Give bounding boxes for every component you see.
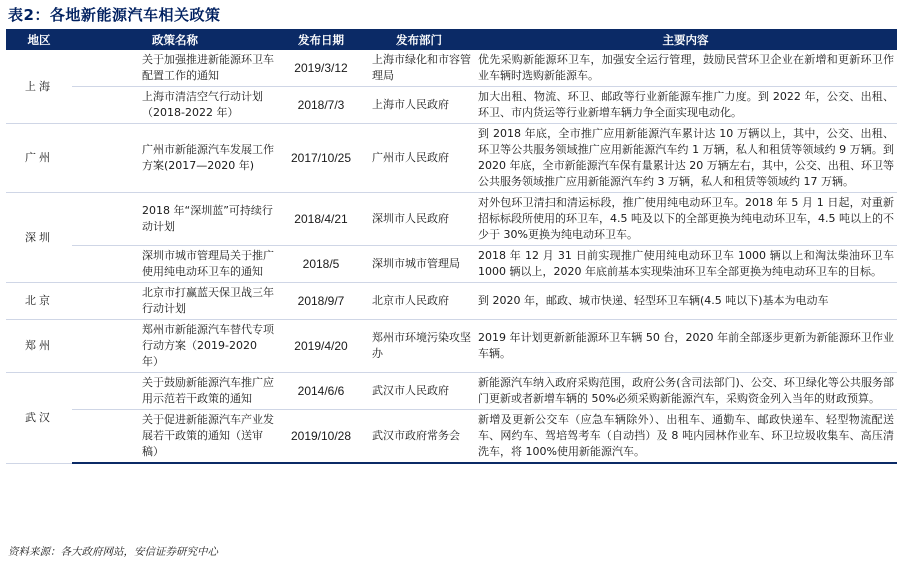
main-content: 到 2018 年底，全市推广应用新能源汽车累计达 10 万辆以上，其中，公交、出租、环卫等公共服务领域推广应用新能源汽车约 1 万辆，私人和租赁等领域约 9 万辆。到 2020 年底，全市新能源汽车保有量累计达 20 万辆左右，其中，公交、出租、环卫等公共服务领域推广应用新能源汽车约 3 万辆，私人和租赁等领域约 17 万辆。 bbox=[474, 124, 897, 193]
policy-name: 上海市清洁空气行动计划（2018-2022 年） bbox=[72, 87, 278, 124]
region-wuhan: 武汉 bbox=[6, 373, 72, 464]
region-guangzhou: 广州 bbox=[6, 124, 72, 193]
header-main-content: 主要内容 bbox=[662, 32, 709, 47]
table-row bbox=[6, 87, 897, 124]
policy-name: 深圳市城市管理局关于推广使用纯电动环卫车的通知 bbox=[72, 246, 278, 283]
release-date: 2018/7/3 bbox=[278, 87, 364, 124]
department: 上海市人民政府 bbox=[364, 87, 474, 124]
header-region: 地区 bbox=[27, 32, 51, 47]
table-row bbox=[6, 50, 897, 87]
header-department: 发布部门 bbox=[396, 32, 442, 47]
release-date: 2018/9/7 bbox=[278, 283, 364, 320]
main-content: 2018 年 12 月 31 日前实现推广使用纯电动环卫车 1000 辆以上和淘汰柴油环卫车 1000 辆以上，2020 年底前基本实现柴油环卫车全部更换为纯电动环卫车的目标。 bbox=[474, 246, 897, 283]
table-row bbox=[6, 320, 897, 373]
header-release-date: 发布日期 bbox=[298, 32, 344, 47]
policy-name: 关于促进新能源汽车产业发展若干政策的通知（送审稿） bbox=[72, 410, 278, 464]
policy-name: 郑州市新能源汽车替代专项行动方案（2019-2020 年） bbox=[72, 320, 278, 373]
table-row bbox=[6, 283, 897, 320]
main-content: 优先采购新能源环卫车，加强安全运行管理，鼓励民营环卫企业在新增和更新环卫作业车辆时选购新能源车。 bbox=[474, 50, 897, 87]
policy-name: 广州市新能源汽车发展工作方案(2017—2020 年) bbox=[72, 124, 278, 193]
department: 深圳市城市管理局 bbox=[364, 246, 474, 283]
main-content: 2019 年计划更新新能源环卫车辆 50 台，2020 年前全部逐步更新为新能源环卫作业车辆。 bbox=[474, 320, 897, 373]
department: 北京市人民政府 bbox=[364, 283, 474, 320]
main-content: 加大出租、物流、环卫、邮政等行业新能源车推广力度。到 2022 年，公交、出租、环卫、市内货运等行业新增车辆力争全面实现电动化。 bbox=[474, 87, 897, 124]
release-date: 2019/4/20 bbox=[278, 320, 364, 373]
main-content: 新能源汽车纳入政府采购范围，政府公务(含司法部门)、公交、环卫绿化等公共服务部门更新或者新增车辆的 50%必须采购新能源汽车，采购资金列入当年的财政预算。 bbox=[474, 373, 897, 410]
policy-name: 关于加强推进新能源环卫车配置工作的通知 bbox=[72, 50, 278, 87]
release-date: 2014/6/6 bbox=[278, 373, 364, 410]
policy-name: 2018 年“深圳蓝”可持续行动计划 bbox=[72, 193, 278, 246]
table-row bbox=[6, 410, 897, 464]
department: 上海市绿化和市容管理局 bbox=[364, 50, 474, 87]
main-content: 新增及更新公交车（应急车辆除外）、出租车、通勤车、邮政快递车、轻型物流配送车、网约车、驾培驾考车（自动挡）及 8 吨内园林作业车、环卫垃圾收集车、高压清洗车，将 100%使用新能源汽车。 bbox=[474, 410, 897, 464]
main-content: 对外包环卫清扫和清运标段，推广使用纯电动环卫车。2018 年 5 月 1 日起，对重新招标标段所使用的环卫车，4.5 吨及以下的全部更换为纯电动环卫车，4.5 吨以上的不少于 30%更换为纯电动环卫车。 bbox=[474, 193, 897, 246]
department: 武汉市政府常务会 bbox=[364, 410, 474, 464]
release-date: 2018/4/21 bbox=[278, 193, 364, 246]
department: 广州市人民政府 bbox=[364, 124, 474, 193]
department: 深圳市人民政府 bbox=[364, 193, 474, 246]
release-date: 2019/3/12 bbox=[278, 50, 364, 87]
region-zhengzhou: 郑州 bbox=[6, 320, 72, 373]
policy-table-container bbox=[6, 29, 897, 464]
policy-table bbox=[6, 29, 897, 464]
release-date: 2019/10/28 bbox=[278, 410, 364, 464]
header-policy-name: 政策名称 bbox=[152, 32, 198, 47]
region-shanghai: 上海 bbox=[6, 50, 72, 124]
region-shenzhen: 深圳 bbox=[6, 193, 72, 283]
table-title: 表2：各地新能源汽车相关政策 bbox=[8, 6, 221, 24]
source-note: 资料来源：各大政府网站，安信证券研究中心 bbox=[8, 546, 218, 558]
table-row bbox=[6, 246, 897, 283]
table-header-row bbox=[6, 29, 897, 50]
release-date: 2018/5 bbox=[278, 246, 364, 283]
table-row bbox=[6, 193, 897, 246]
department: 武汉市人民政府 bbox=[364, 373, 474, 410]
table-row bbox=[6, 124, 897, 193]
main-content: 到 2020 年，邮政、城市快递、轻型环卫车辆(4.5 吨以下)基本为电动车 bbox=[474, 283, 897, 320]
policy-name: 关于鼓励新能源汽车推广应用示范若干政策的通知 bbox=[72, 373, 278, 410]
release-date: 2017/10/25 bbox=[278, 124, 364, 193]
table-row bbox=[6, 373, 897, 410]
department: 郑州市环境污染攻坚办 bbox=[364, 320, 474, 373]
region-beijing: 北京 bbox=[6, 283, 72, 320]
policy-name: 北京市打赢蓝天保卫战三年行动计划 bbox=[72, 283, 278, 320]
